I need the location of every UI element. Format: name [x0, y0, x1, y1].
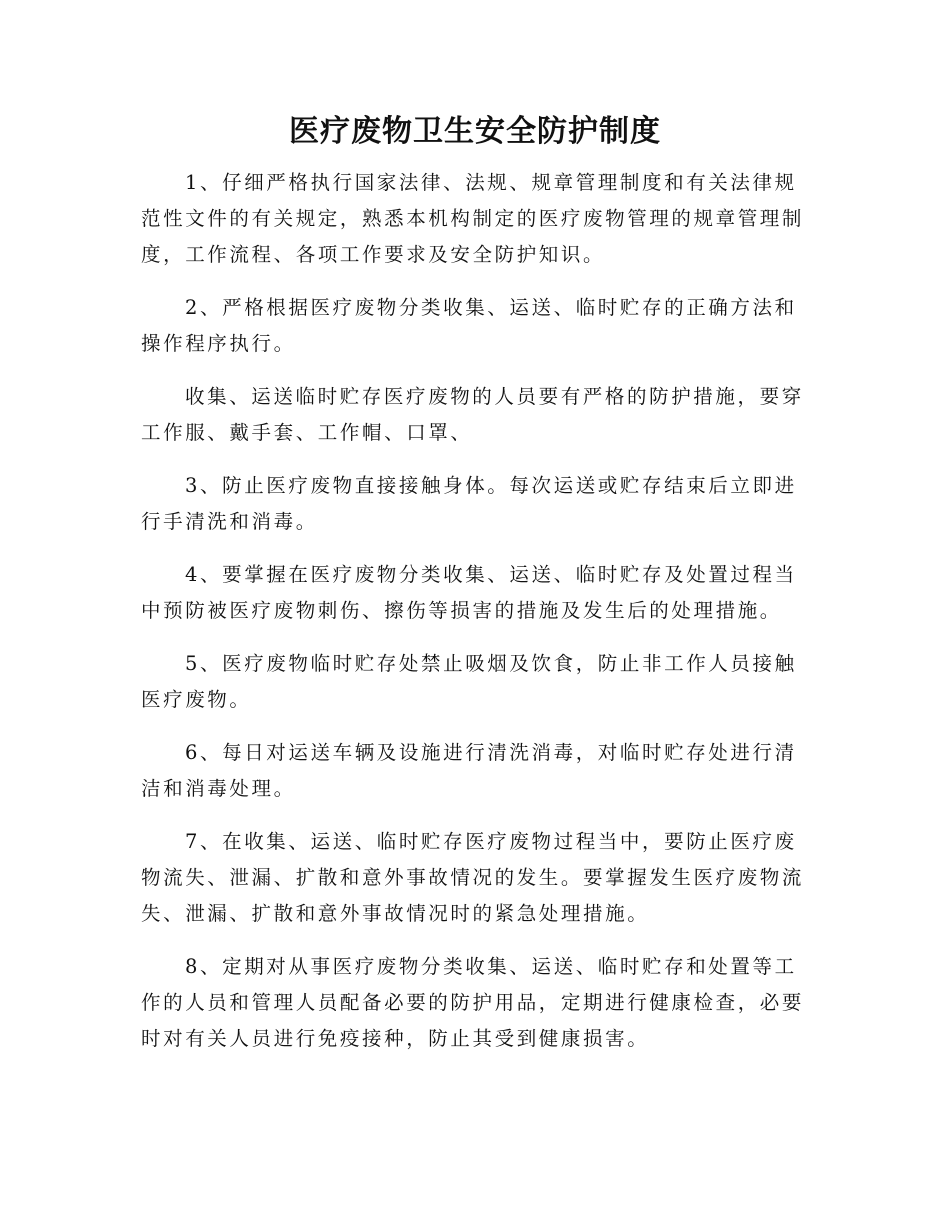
document-body [141, 165, 809, 1057]
paragraph-2: 2、严格根据医疗废物分类收集、运送、临时贮存的正确方法和操作程序执行。 [141, 296, 797, 355]
paragraph-1: 1、仔细严格执行国家法律、法规、规章管理制度和有关法律规范性文件的有关规定，熟悉本机构制定的医疗废物管理的规章管理制度，工作流程、各项工作要求及安全防护知识。 [141, 171, 805, 266]
paragraph-3: 3、防止医疗废物直接接触身体。每次运送或贮存结束后立即进行手清洗和消毒。 [141, 474, 797, 533]
paragraph-8: 8、定期对从事医疗废物分类收集、运送、临时贮存和处置等工作的人员和管理人员配备必要的防护用品，定期进行健康检查，必要时对有关人员进行免疫接种，防止其受到健康损害。 [141, 955, 805, 1050]
paragraph-5: 5、医疗废物临时贮存处禁止吸烟及饮食，防止非工作人员接触医疗废物。 [141, 652, 797, 711]
paragraph-6: 6、每日对运送车辆及设施进行清洗消毒，对临时贮存处进行清洁和消毒处理。 [141, 741, 797, 800]
document-title: 医疗废物卫生安全防护制度 [289, 114, 661, 149]
paragraph-2-note: 收集、运送临时贮存医疗废物的人员要有严格的防护措施，要穿工作服、戴手套、工作帽、口罩、 [141, 385, 804, 444]
paragraph-4: 4、要掌握在医疗废物分类收集、运送、临时贮存及处置过程当中预防被医疗废物刺伤、擦伤等损害的措施及发生后的处理措施。 [141, 563, 797, 622]
paragraph-7: 7、在收集、运送、临时贮存医疗废物过程当中，要防止医疗废物流失、泄漏、扩散和意外事故情况的发生。要掌握发生医疗废物流失、泄漏、扩散和意外事故情况时的紧急处理措施。 [141, 830, 805, 925]
